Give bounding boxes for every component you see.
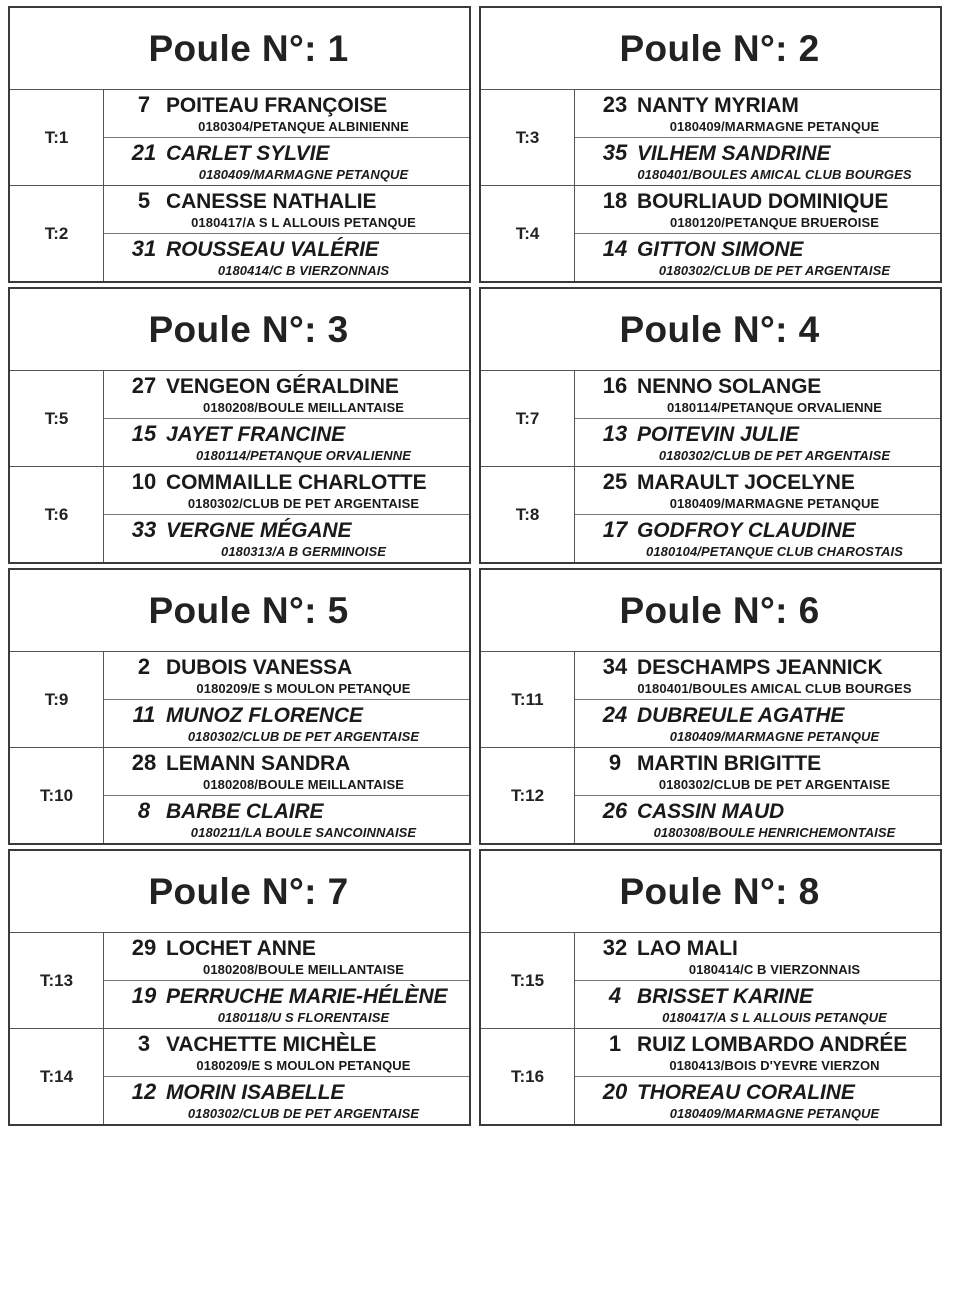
player-number: 28	[131, 750, 157, 775]
terrain-row	[481, 652, 940, 748]
poule-title: Poule N°: 5	[10, 570, 469, 652]
player-main-line	[104, 798, 469, 824]
poule-block	[8, 287, 471, 564]
player-club: 0180211/LA BOULE SANCOINNAISE	[190, 825, 417, 840]
player-main-line	[575, 1031, 940, 1057]
player-club: 0180308/BOULE HENRICHEMONTAISE	[653, 825, 896, 840]
terrain-row	[481, 90, 940, 186]
player-main-line	[575, 236, 940, 262]
player-club: 0180417/A S L ALLOUIS PETANQUE	[662, 1010, 887, 1025]
terrain-label: T:7	[481, 371, 575, 466]
player-number: 20	[602, 1079, 628, 1104]
poule-title: Poule N°: 8	[481, 851, 940, 933]
player-list	[104, 90, 469, 185]
player-main-line	[575, 140, 940, 166]
player-name: CANESSE NATHALIE	[166, 190, 377, 213]
player-entry	[104, 515, 469, 562]
terrain-row	[481, 467, 940, 562]
player-number: 18	[602, 188, 628, 213]
player-main-line	[575, 798, 940, 824]
player-entry	[575, 186, 940, 234]
player-main-line	[104, 654, 469, 680]
terrain-row	[481, 186, 940, 281]
terrain-row	[10, 90, 469, 186]
player-entry	[575, 1077, 940, 1124]
player-main-line	[575, 654, 940, 680]
terrain-row	[10, 186, 469, 281]
player-list	[104, 652, 469, 747]
player-name: COMMAILLE CHARLOTTE	[166, 471, 427, 494]
player-main-line	[575, 935, 940, 961]
player-club: 0180208/BOULE MEILLANTAISE	[202, 777, 405, 792]
player-name: BARBE CLAIRE	[166, 800, 324, 823]
player-entry	[104, 1077, 469, 1124]
player-main-line	[104, 140, 469, 166]
player-name: VERGNE MÉGANE	[166, 519, 352, 542]
player-number: 27	[131, 373, 157, 398]
player-name: MORIN ISABELLE	[166, 1081, 345, 1104]
player-number: 26	[602, 798, 628, 823]
player-number: 34	[602, 654, 628, 679]
player-entry	[575, 748, 940, 796]
player-name: GODFROY CLAUDINE	[637, 519, 856, 542]
player-name: MUNOZ FLORENCE	[166, 704, 363, 727]
player-name: VENGEON GÉRALDINE	[166, 375, 399, 398]
player-club: 0180208/BOULE MEILLANTAISE	[202, 400, 405, 415]
player-number: 21	[131, 140, 157, 165]
player-main-line	[575, 702, 940, 728]
poule-title: Poule N°: 7	[10, 851, 469, 933]
player-main-line	[104, 983, 469, 1009]
player-number: 9	[608, 750, 622, 775]
poule-block	[8, 849, 471, 1126]
player-entry	[104, 186, 469, 234]
player-entry	[575, 933, 940, 981]
player-entry	[575, 234, 940, 281]
player-name: DUBREULE AGATHE	[637, 704, 845, 727]
player-club: 0180409/MARMAGNE PETANQUE	[669, 729, 880, 744]
terrain-label: T:6	[10, 467, 104, 562]
player-entry	[575, 1029, 940, 1077]
player-name: POITEVIN JULIE	[637, 423, 799, 446]
player-entry	[575, 652, 940, 700]
player-list	[575, 748, 940, 843]
terrain-label: T:10	[10, 748, 104, 843]
player-entry	[575, 371, 940, 419]
player-entry	[575, 138, 940, 185]
terrain-label: T:14	[10, 1029, 104, 1124]
player-club: 0180401/BOULES AMICAL CLUB BOURGES	[637, 681, 912, 696]
terrain-label: T:12	[481, 748, 575, 843]
player-entry	[104, 90, 469, 138]
player-name: LAO MALI	[637, 937, 738, 960]
player-club: 0180302/CLUB DE PET ARGENTAISE	[187, 1106, 420, 1121]
player-club: 0180409/MARMAGNE PETANQUE	[669, 119, 880, 134]
player-name: BRISSET KARINE	[637, 985, 813, 1008]
player-club: 0180208/BOULE MEILLANTAISE	[202, 962, 405, 977]
player-name: LEMANN SANDRA	[166, 752, 351, 775]
player-main-line	[104, 236, 469, 262]
player-club: 0180409/MARMAGNE PETANQUE	[669, 496, 880, 511]
player-entry	[575, 467, 940, 515]
player-number: 29	[131, 935, 157, 960]
player-number: 7	[137, 92, 151, 117]
player-number: 12	[131, 1079, 157, 1104]
player-entry	[575, 90, 940, 138]
player-main-line	[575, 983, 940, 1009]
player-number: 10	[131, 469, 157, 494]
player-entry	[575, 981, 940, 1028]
terrain-row	[481, 1029, 940, 1124]
player-name: CASSIN MAUD	[637, 800, 785, 823]
player-number: 14	[602, 236, 628, 261]
player-number: 31	[131, 236, 157, 261]
player-entry	[104, 652, 469, 700]
player-name: BOURLIAUD DOMINIQUE	[637, 190, 889, 213]
player-club: 0180409/MARMAGNE PETANQUE	[198, 167, 409, 182]
player-main-line	[104, 92, 469, 118]
player-main-line	[575, 517, 940, 543]
player-number: 19	[131, 983, 157, 1008]
player-name: VACHETTE MICHÈLE	[166, 1033, 377, 1056]
player-main-line	[575, 92, 940, 118]
player-name: LOCHET ANNE	[166, 937, 316, 960]
player-name: GITTON SIMONE	[637, 238, 804, 261]
player-name: MARAULT JOCELYNE	[637, 471, 855, 494]
player-name: CARLET SYLVIE	[166, 142, 330, 165]
terrain-row	[10, 467, 469, 562]
player-list	[575, 371, 940, 466]
player-club: 0180413/BOIS D'YEVRE VIERZON	[669, 1058, 880, 1073]
poule-block	[479, 568, 942, 845]
player-main-line	[104, 1031, 469, 1057]
terrain-label: T:2	[10, 186, 104, 281]
player-name: DUBOIS VANESSA	[166, 656, 353, 679]
player-number: 25	[602, 469, 628, 494]
terrain-row	[10, 652, 469, 748]
player-club: 0180302/CLUB DE PET ARGENTAISE	[187, 496, 420, 511]
player-entry	[104, 419, 469, 466]
terrain-row	[481, 371, 940, 467]
player-list	[575, 90, 940, 185]
player-main-line	[575, 1079, 940, 1105]
terrain-label: T:5	[10, 371, 104, 466]
poule-row	[8, 6, 943, 283]
player-entry	[104, 467, 469, 515]
player-club: 0180104/PETANQUE CLUB CHAROSTAIS	[646, 544, 903, 559]
player-entry	[575, 796, 940, 843]
terrain-label: T:3	[481, 90, 575, 185]
player-main-line	[104, 469, 469, 495]
terrain-label: T:1	[10, 90, 104, 185]
poule-block	[479, 6, 942, 283]
player-name: RUIZ LOMBARDO ANDRÉE	[637, 1033, 908, 1056]
player-main-line	[575, 750, 940, 776]
player-number: 24	[602, 702, 628, 727]
terrain-row	[481, 933, 940, 1029]
player-number: 5	[137, 188, 151, 213]
player-club: 0180409/MARMAGNE PETANQUE	[669, 1106, 880, 1121]
player-number: 17	[602, 517, 628, 542]
player-club: 0180114/PETANQUE ORVALIENNE	[666, 400, 883, 415]
player-number: 4	[608, 983, 622, 1008]
player-main-line	[104, 373, 469, 399]
player-club: 0180401/BOULES AMICAL CLUB BOURGES	[637, 167, 912, 182]
player-number: 23	[602, 92, 628, 117]
player-club: 0180209/E S MOULON PETANQUE	[196, 681, 411, 696]
poule-title: Poule N°: 1	[10, 8, 469, 90]
player-main-line	[104, 188, 469, 214]
terrain-label: T:16	[481, 1029, 575, 1124]
player-name: NANTY MYRIAM	[637, 94, 799, 117]
poule-title: Poule N°: 6	[481, 570, 940, 652]
player-club: 0180414/C B VIERZONNAIS	[688, 962, 861, 977]
player-number: 8	[137, 798, 151, 823]
player-entry	[104, 371, 469, 419]
player-name: THOREAU CORALINE	[637, 1081, 855, 1104]
player-main-line	[575, 373, 940, 399]
player-number: 15	[131, 421, 157, 446]
player-list	[104, 371, 469, 466]
terrain-label: T:9	[10, 652, 104, 747]
player-list	[575, 1029, 940, 1124]
player-club: 0180313/A B GERMINOISE	[220, 544, 386, 559]
player-club: 0180302/CLUB DE PET ARGENTAISE	[187, 729, 420, 744]
player-entry	[104, 933, 469, 981]
player-main-line	[104, 517, 469, 543]
poule-block	[479, 849, 942, 1126]
player-main-line	[575, 188, 940, 214]
player-name: POITEAU FRANÇOISE	[166, 94, 388, 117]
player-name: NENNO SOLANGE	[637, 375, 822, 398]
player-list	[104, 933, 469, 1028]
poule-row	[8, 849, 943, 1126]
player-entry	[104, 234, 469, 281]
terrain-label: T:4	[481, 186, 575, 281]
player-number: 1	[608, 1031, 622, 1056]
player-club: 0180118/U S FLORENTAISE	[217, 1010, 390, 1025]
player-main-line	[104, 421, 469, 447]
poule-block	[8, 568, 471, 845]
player-entry	[104, 796, 469, 843]
player-list	[575, 186, 940, 281]
player-club: 0180414/C B VIERZONNAIS	[217, 263, 390, 278]
poule-block	[8, 6, 471, 283]
player-name: JAYET FRANCINE	[166, 423, 346, 446]
player-name: PERRUCHE MARIE-HÉLÈNE	[166, 985, 448, 1008]
player-entry	[104, 1029, 469, 1077]
terrain-label: T:8	[481, 467, 575, 562]
player-entry	[575, 515, 940, 562]
player-entry	[104, 138, 469, 185]
player-name: DESCHAMPS JEANNICK	[637, 656, 883, 679]
player-number: 3	[137, 1031, 151, 1056]
terrain-label: T:11	[481, 652, 575, 747]
player-name: ROUSSEAU VALÉRIE	[166, 238, 379, 261]
player-number: 35	[602, 140, 628, 165]
player-main-line	[104, 702, 469, 728]
terrain-row	[10, 933, 469, 1029]
terrain-row	[481, 748, 940, 843]
player-number: 32	[602, 935, 628, 960]
player-entry	[104, 748, 469, 796]
player-list	[104, 748, 469, 843]
player-number: 11	[132, 702, 156, 727]
player-number: 16	[602, 373, 628, 398]
poule-title: Poule N°: 3	[10, 289, 469, 371]
poule-title: Poule N°: 2	[481, 8, 940, 90]
player-entry	[104, 700, 469, 747]
terrain-label: T:13	[10, 933, 104, 1028]
player-number: 33	[131, 517, 157, 542]
player-club: 0180114/PETANQUE ORVALIENNE	[195, 448, 412, 463]
player-number: 13	[602, 421, 628, 446]
player-list	[575, 652, 940, 747]
player-club: 0180209/E S MOULON PETANQUE	[196, 1058, 411, 1073]
poule-title: Poule N°: 4	[481, 289, 940, 371]
terrain-row	[10, 748, 469, 843]
player-club: 0180417/A S L ALLOUIS PETANQUE	[191, 215, 416, 230]
player-main-line	[104, 750, 469, 776]
player-entry	[575, 700, 940, 747]
terrain-row	[10, 371, 469, 467]
poule-row	[8, 568, 943, 845]
player-club: 0180120/PETANQUE BRUEROISE	[670, 215, 879, 230]
player-list	[575, 933, 940, 1028]
terrain-label: T:15	[481, 933, 575, 1028]
poule-row	[8, 287, 943, 564]
player-club: 0180302/CLUB DE PET ARGENTAISE	[658, 263, 891, 278]
player-main-line	[575, 421, 940, 447]
player-number: 2	[137, 654, 151, 679]
terrain-row	[10, 1029, 469, 1124]
poule-block	[479, 287, 942, 564]
player-list	[104, 186, 469, 281]
player-entry	[575, 419, 940, 466]
player-list	[575, 467, 940, 562]
player-club: 0180304/PETANQUE ALBINIENNE	[198, 119, 409, 134]
player-list	[104, 1029, 469, 1124]
player-club: 0180302/CLUB DE PET ARGENTAISE	[658, 777, 891, 792]
player-main-line	[104, 1079, 469, 1105]
player-main-line	[104, 935, 469, 961]
player-name: MARTIN BRIGITTE	[637, 752, 821, 775]
player-list	[104, 467, 469, 562]
player-main-line	[575, 469, 940, 495]
player-name: VILHEM SANDRINE	[637, 142, 831, 165]
player-entry	[104, 981, 469, 1028]
player-club: 0180302/CLUB DE PET ARGENTAISE	[658, 448, 891, 463]
